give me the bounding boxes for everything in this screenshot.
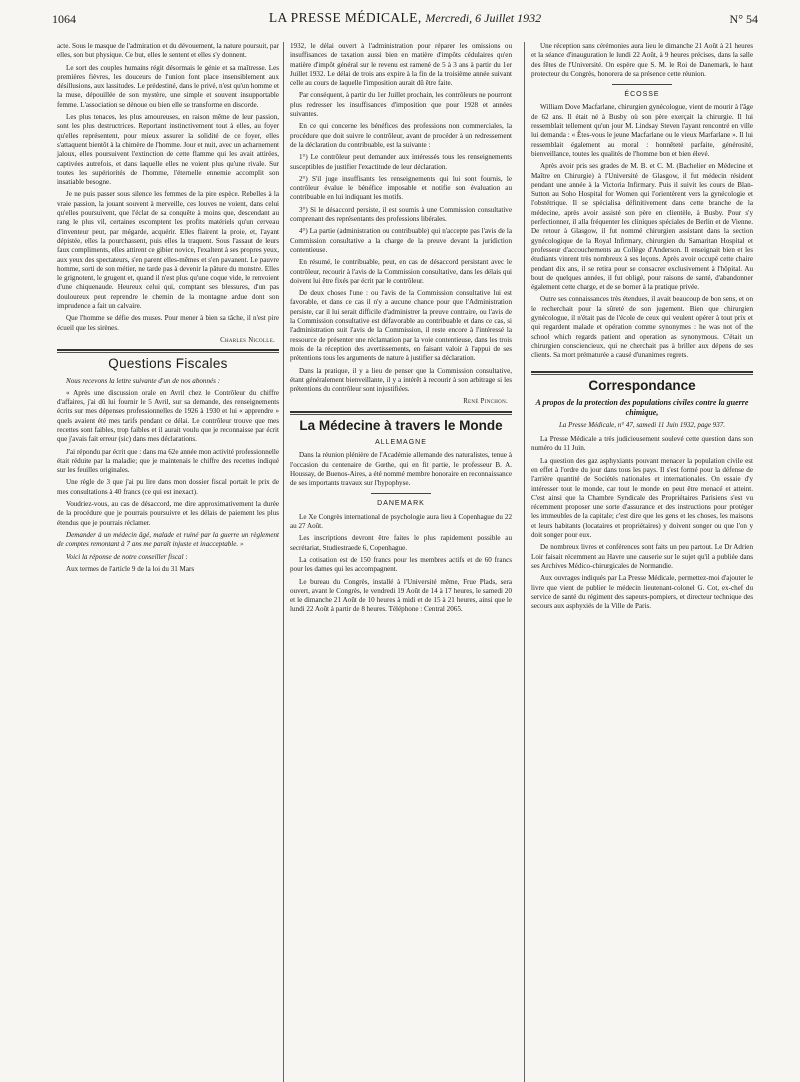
paragraph: Le bureau du Congrès, installé à l'Université même, Frue Plads, sera ouvert, avant le Congrès, le vendredi 19 Août de 14 à 17 heures, le samedi 20 et le dimanche 21 Août de 10 heures à midi et de 15 à 21 heures, ainsi que le lundi 22 Août à partir de 8 heures. Téléphone : Central 2065.	[290, 577, 512, 614]
section-title-questions-fiscales: Questions Fiscales	[108, 356, 228, 372]
list-item: 4°) La partie (administration ou contribuable) qui n'accepte pas l'avis de la Commission consultative a la charge de la preuve devant la juridiction contentieuse.	[290, 227, 512, 254]
short-divider	[612, 84, 672, 85]
country-heading-danemark: DANEMARK	[377, 500, 425, 508]
list-item: 3°) Si le désaccord persiste, il est soumis à une Commission consultative comprenant des représentants des professions libérales.	[290, 205, 512, 224]
paragraph: Le Xe Congrès international de psychologie aura lieu à Copenhague du 22 au 27 Août.	[290, 512, 512, 531]
answer-start: Aux termes de l'article 9 de la loi du 31 Mars	[66, 564, 195, 573]
author-signature: René Pinchon.	[463, 398, 508, 406]
letter-paragraph: J'ai répondu par écrit que : dans ma 62e année mon activité professionnelle était réduite par la maladie; que je maintenais le chiffre des recettes indiqué sur les feuilles originales.	[57, 447, 279, 475]
column-3	[531, 42, 753, 614]
paragraph: 1932, le délai ouvert à l'administration pour réparer les omissions ou insuffisances de taxation aussi bien en matière d'impôts cédulaires qu'en matière d'impôt général sur le revenu est ramené de 5 à 3 ans à partir du 1er Juillet 1932. Le délai de trois ans expire à la fin de la troisième année suivant celle au cours de laquelle l'imposition aurait dû être faite.	[290, 42, 512, 88]
short-divider	[371, 493, 431, 494]
journal-name: LA PRESSE MÉDICALE,	[268, 10, 422, 25]
paragraph: De nombreux livres et conférences sont faits un peu partout. Le Dr Adrien Loir faisait récemment au Havre une causerie sur le sujet qu'il a publiée dans ses Archives Médico-chirurgicales de Normandie.	[531, 543, 753, 570]
author-signature: Charles Nicolle.	[220, 336, 275, 344]
paragraph: William Dove Macfarlane, chirurgien gynécologue, vient de mourir à l'âge de 62 ans. Il était né à Busby où son père exerçait la chirurgie. Il lui ressemblait tellement qu'un jour M. Lindsay Steven l'ayant rencontré en ville lui demanda : « Êtes-vous le jeune Macfarlane ou le vieux Marfarlane ». Il lui ressemblait également au moral : honnêteté parfaite, générosité, bienveillance, toutes les qualités de l'homme bon et bien élevé.	[531, 103, 753, 158]
paragraph: Outre ses connaissances très étendues, il avait beaucoup de bon sens, et on le recherchait pour la sûreté de son jugement. Bien que chirurgien gynécologue, il n'était pas de l'école de ceux qui veulent opérer à tout prix et qui regardent malade et opération comme synonymes : he was not of the school which regards patient and operation as synonymous. C'était un chirurgien consciencieux, qui ne cherchait pas à briller aux dépens de ses clients. Sa mort prématurée a causé d'unanimes regrets.	[531, 295, 753, 360]
paragraph: Le sort des couples humains régit désormais le génie et sa maîtresse. Les premières fièvres, les douceurs de l'union font place insensiblement aux désillusions, aux lassitudes. Le prédestiné, dans le privé, n'est qu'un homme et la muse, dépouillée de son mystère, une simple et souvent insupportable femme. L'association se dénoue ou bien elle se transforme en discorde.	[57, 63, 279, 109]
paragraph: Après avoir pris ses grades de M. B. et C. M. (Bachelier en Médecine et Maître en Chirurgie) à l'Université de Glasgow, il fut médecin résident pendant une année à la Victoria Infirmary. Puis il suivit les cours de Blan-Sutton au Soho Hospital for Women qui l'orientèrent vers la gynécologie et l'obstétrique. Il se spécialisa définitivement dans cette branche de la médecine, après avoir assisté son père en clientèle, à Busby. Pour s'y perfectionner, il alla fréquenter les cliniques spéciales de Berlin et de Vienne. De retour à Glasgow, il fut nommé chirurgien assistant dans la section gynécologique de la Royal Infirmary, chirurgien du Samaritan Hospital et professeur d'accouchements au Collège d'Anderson. Il enseignait bien et les étudiants vinrent très nombreux à ses leçons. Après avoir occupé cette chaire pendant dix ans, il se retira pour se consacrer exclusivement à l'hôpital. Au bout de quelques années, il fut obligé, pour raisons de santé, d'abandonner également cette charge, et de se borner à la pratique privée.	[531, 162, 753, 292]
journal-title-line	[52, 10, 758, 26]
paragraph: Dans la pratique, il y a lieu de penser que la Commission consultative, étant généralement bienveillante, il y a intérêt à recourir à son arbitrage si les prétentions du contrôleur sont injustifiées.	[290, 366, 512, 394]
column-1	[57, 42, 279, 577]
column-divider-right	[524, 42, 525, 1082]
letter-intro: Nous recevons la lettre suivante d'un de nos abonnés :	[66, 376, 221, 385]
page-header	[52, 6, 758, 28]
section-divider	[290, 411, 512, 415]
section-title-medecine-monde: La Médecine à travers le Monde	[299, 417, 503, 433]
paragraph: En ce qui concerne les bénéfices des professions non commerciales, la procédure que doit suivre le contrôleur, avant de procéder à un redressement de la déclaration du contribuable, est la suivante :	[290, 122, 512, 149]
letter-paragraph: Voudriez-vous, au cas de désaccord, me dire approximativement la durée de la procédure que je pourrais poursuivre et les délais de paiement les plus étendus que je pourrais réclamer.	[57, 500, 279, 527]
paragraph: Aux ouvrages indiqués par La Presse Médicale, permettez-moi d'ajouter le livre que vient de publier le médecin lieutenant-colonel G. Cot, ex-chef du service de santé du régiment des sapeurs-pompiers, et directeur technique des secours aux asphyxiés de la Ville de Paris.	[531, 574, 753, 611]
country-heading-ecosse: ÉCOSSE	[624, 91, 660, 99]
page-number: 1064	[52, 12, 76, 26]
issue-number: N° 54	[729, 12, 758, 26]
paragraph: Les inscriptions devront être faites le plus rapidement possible au secrétariat, Studiestraede 6, Copenhague.	[290, 534, 512, 552]
paragraph: Dans la réunion plénière de l'Académie allemande des naturalistes, tenue à l'occasion du centenaire de Gœthe, qui en fit partie, le professeur B. A. Houssay, de Buenos-Aires, a été nommé membre honoraire en reconnaissance de ses importants travaux sur l'hypophyse.	[290, 451, 512, 488]
paragraph: La cotisation est de 150 francs pour les membres actifs et de 60 francs pour les dames qui les accompagnent.	[290, 555, 512, 574]
letter-paragraph: Une règle de 3 que j'ai pu lire dans mon dossier fiscal portait le prix de mes consultations à 40 francs (ce qui est inexact).	[57, 478, 279, 496]
section-divider	[531, 371, 753, 375]
list-item: 1°) Le contrôleur peut demander aux intéressés tous les renseignements susceptibles de justifier l'exactitude de leur déclaration.	[290, 153, 512, 171]
section-title-correspondance: Correspondance	[588, 377, 696, 393]
paragraph: Par conséquent, à partir du 1er Juillet prochain, les contrôleurs ne pourront plus redresser les insuffisances d'imposition que pour 1928 et années suivantes.	[290, 91, 512, 119]
paragraph: En résumé, le contribuable, peut, en cas de désaccord persistant avec le contrôleur, recourir à l'avis de la Commission consultative, dans les délais qui doivent lui être fixés par écrit par le contrôleur.	[290, 258, 512, 285]
paragraph: La Presse Médicale a très judicieusement soulevé cette question dans son numéro du 11 Juin.	[531, 435, 753, 453]
country-heading-allemagne: ALLEMAGNE	[375, 438, 427, 446]
section-divider	[57, 349, 279, 353]
paragraph: Les plus tenaces, les plus amoureuses, en raison même de leur passion, sont les plus destructrices. Reportant instinctivement tout à elles, au foyer qu'elles représentent, pour mieux assurer la solidité de ce foyer, elles s'attaquent bientôt à la chimère de l'homme. Jour et nuit, avec un acharnement jaloux, elles poursuivent l'extinction de cette flamme qui les avait attirées, captivées autrefois, et dans laquelle elles ne voient plus qu'une rivale. Sur toutes les supériorités de l'homme, l'éternelle ennemie accomplit son insatiable besogne.	[57, 113, 279, 187]
column-2	[290, 42, 512, 618]
letter-paragraph: Demander à un médecin âgé, malade et ruiné par la guerre un règlement de comptes remontant à 7 ans me paraît injuste et inacceptable. »	[57, 530, 279, 549]
paragraph: acte. Sous le masque de l'admiration et du dévouement, la nature poursuit, par elles, son but physique. Ce but, elles le sentent et elles s'y donnent.	[57, 42, 279, 60]
paragraph: De deux choses l'une : ou l'avis de la Commission consultative lui est favorable, et dans ce cas il n'y a aucune chance pour que l'Administration persiste, car il lui serait difficile d'administrer la preuve contraire, ou l'avis de la Commission consultative est défavorable au contribuable et dans ce cas, si l'administration suit l'avis de la Commission, il reste encore à l'intéressé la ressource de présenter une réclamation par la voie contentieuse, dans les trois mois de la réception des avertissements, en faisant valoir à l'appui de ses prétentions tous les arguments de nature à justifier sa déclaration.	[290, 289, 512, 363]
article-reference: La Presse Médicale, n° 47, samedi 11 Juin 1932, page 937.	[558, 420, 726, 429]
letter-paragraph: « Après une discussion orale en Avril chez le Contrôleur du chiffre d'affaires, j'ai dû lui fournir le 5 Avril, sur sa demande, des renseignements écrits sur mes dépenses professionnelles de 1926 à 1930 et lui « apprendre » quels avaient été mes tarifs pendant ce délai. Le contrôleur trouve que mes recettes sont faibles, trop faibles et il aurait voulu que je reconnaisse par écrit que j'avais fait erreur (sic) dans mes déclarations.	[57, 388, 279, 444]
answer-intro: Voici la réponse de notre conseiller fiscal :	[66, 552, 188, 561]
paragraph: Une réception sans cérémonies aura lieu le dimanche 21 Août à 21 heures et la séance d'inauguration le lundi 22 Août, à 9 heures précises, dans la salle des fêtes de l'Université. On espère que S. M. le Roi de Danemark, le haut protecteur du Congrès, honorera de sa présence cette réunion.	[531, 42, 753, 78]
column-divider-left	[283, 42, 284, 1082]
list-item: 2°) S'il juge insuffisants les renseignements qui lui sont fournis, le contrôleur évalue le bénéfice imposable et notifie son évaluation au contribuable en lui indiquant les motifs.	[290, 174, 512, 202]
article-subtitle: A propos de la protection des populations civiles contre la guerre chimique,	[535, 397, 749, 417]
paragraph: Je ne puis passer sous silence les femmes de la pire espèce. Rebelles à la vraie passion, la jouant souvent à merveille, ces louves ne voient, dans celui qu'elles poursuivent, que l'éclat de sa conquête à moins que, descendant au rang le plus vil, certaines escomptent les profits matériels qu'un cerveau d'inventeur peut, par mégarde, acquérir. Elles flairent la proie, et, l'ayant dépistée, elles la pourchassent, puis elles la traquent. Sous l'assaut de leurs faux compliments, elles attirent ce gibier novice, l'exaltent à ses propres yeux, aux yeux des spectateurs, s'en parent elles-mêmes et s'en pavanent. Le pauvre homme, sorti de son métier, ne tarde pas à devenir la pâture du monstre. Elles le grignotent, le grugent et, quand il n'est plus qu'une coque vide, le renvoient d'une chiquenaude. Heureux celui qui, comptant ses blessures, d'un pas douloureux peut reprendre le chemin de la montagne ardue dont son imprudence a fait un calvaire.	[57, 190, 279, 311]
paragraph: Que l'homme se défie des muses. Pour mener à bien sa tâche, il n'est pire écueil que les sirènes.	[57, 314, 279, 332]
paragraph: La question des gaz asphyxiants pouvant menacer la population civile est en effet à l'ordre du jour dans tous les pays. Il s'est formé pour la défense de l'arrière quantité de Sociétés nationales et internationales. On essaie d'y intéresser tout le monde, car tout le monde en peut être menacé et atteint. C'est ainsi que la Chambre Syndicale des Propriétaires Parisiens s'est vu récemment proposer une sorte d'assurance et des instructions pour protéger les immeubles de la capitale; c'est dire que les gens et les choses, les maisons et leurs habitants (locataires et propriétaires) y doivent songer ou que l'on y doit songer pour eux.	[531, 456, 753, 540]
issue-date: Mercredi, 6 Juillet 1932	[425, 11, 542, 25]
